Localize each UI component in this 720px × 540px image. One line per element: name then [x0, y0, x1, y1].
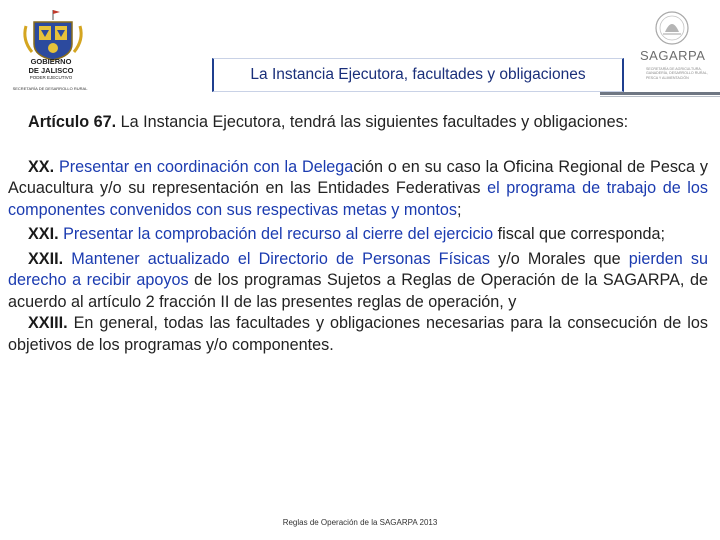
jalisco-logo-text: [18, 58, 84, 81]
item-highlight: el programa de trabajo de los componentes convenidos con sus respectivas metas y montos: [8, 179, 708, 219]
footer-text: Reglas de Operación de la SAGARPA 2013: [282, 518, 438, 527]
item-number: XX.: [28, 157, 55, 176]
item-text: ción o en su caso la Oficina Regional de Pesca y Acuacultura y/o su representación en las Entidades Federativas: [8, 157, 708, 197]
item-highlight: pierden su derecho a recibir apoyos: [8, 249, 708, 289]
list-item: [8, 313, 708, 356]
item-text: de los programas Sujetos a Reglas de Operación de la SAGARPA, de acuerdo al artículo 2 fracción II de las presentes reglas de operación, y: [8, 271, 708, 311]
item-text: y/o Morales que: [489, 249, 629, 268]
item-highlight: Presentar la comprobación del recurso al cierre del ejercicio: [58, 225, 494, 243]
item-number: XXI.: [28, 225, 59, 243]
logo-text-line: PODER EJECUTIVO: [29, 75, 73, 80]
article-heading-text: La Instancia Ejecutora, tendrá las siguientes facultades y obligaciones:: [116, 113, 629, 131]
slide-title: La Instancia Ejecutora, facultades y obligaciones: [212, 58, 624, 92]
list-item: [8, 157, 708, 222]
logo-text-line: DE JALISCO: [28, 65, 74, 75]
logo-text-line: GOBIERNO: [30, 57, 72, 66]
item-highlight: Presentar en coordinación con la Delega: [54, 157, 354, 176]
header-divider-thin: [600, 96, 720, 97]
jalisco-shield-icon: [8, 6, 98, 62]
list-item: [8, 249, 708, 314]
header-divider: [600, 92, 720, 95]
sagarpa-description: SECRETARÍA DE AGRICULTURA, GANADERÍA, DESARROLLO RURAL, PESCA Y ALIMENTACIÓN: [646, 67, 708, 80]
article-number: Artículo 67.: [28, 113, 117, 131]
jalisco-logo-subtitle: SECRETARÍA DE DESARROLLO RURAL: [12, 86, 88, 91]
sagarpa-wordmark: SAGARPA: [640, 48, 706, 63]
list-item: [8, 224, 708, 246]
item-text: fiscal que corresponda;: [493, 225, 666, 243]
item-text: En general, todas las facultades y obligaciones necesarias para la consecución de los objetivos de los programas y/o componentes.: [8, 314, 708, 354]
article-heading: [8, 112, 708, 134]
item-number: XXII.: [28, 249, 64, 268]
item-text: ;: [456, 200, 462, 219]
mexico-eagle-seal-icon: [630, 8, 714, 48]
item-highlight: Mantener actualizado el Directorio de Personas Físicas: [63, 249, 490, 268]
article-body: [8, 112, 708, 356]
item-number: XXIII.: [28, 314, 68, 332]
